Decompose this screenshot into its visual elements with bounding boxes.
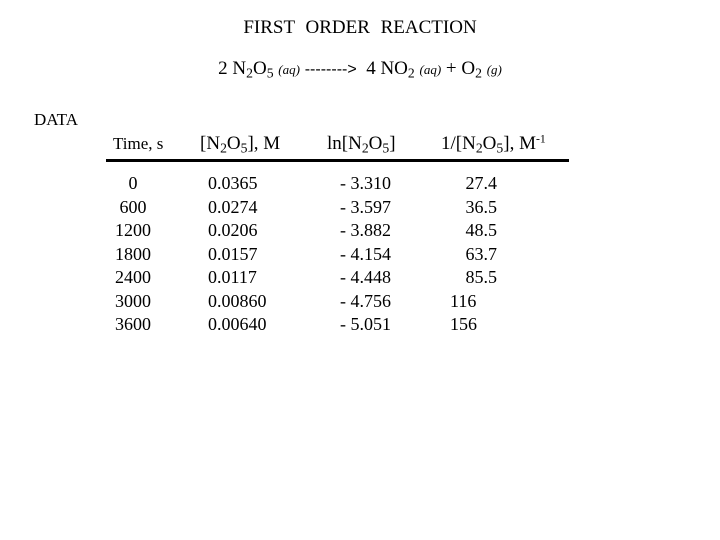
cell-ln: - 4.154 [340,243,391,264]
cell-time: 0 [128,173,138,193]
cell-ln: - 4.756 [340,290,391,311]
header-conc-post: ], M [247,133,281,154]
column-time [100,172,166,337]
cell-ln: - 3.597 [340,196,391,217]
cell-conc: 0.0365 [208,173,258,193]
equation-product2-sub: 2 [475,65,482,81]
equation-product1: 4 NO [366,58,408,79]
equation-reactant-state: (aq) [278,62,300,77]
cell-ln: - 3.882 [340,220,391,240]
cell-conc: 0.0274 [208,196,258,217]
header-inv-pre: 1/[N [441,133,476,154]
header-rule [106,159,569,162]
cell-inv: 48.5 [465,220,497,240]
cell-time: 1200 [115,220,151,240]
cell-inv: 85.5 [465,267,497,287]
cell-conc: 0.00860 [208,290,267,311]
header-inv-post: ], M [503,133,536,154]
cell-conc: 0.00640 [208,314,267,334]
cell-time: 3600 [115,314,151,334]
cell-ln: - 3.310 [340,173,391,193]
cell-conc: 0.0117 [208,267,257,287]
header-conc-pre: [N [200,133,221,154]
header-conc-sub2: 5 [240,140,248,156]
column-inverse-concentration [440,172,510,337]
equation-product2: + O [445,58,476,79]
cell-inv: 27.4 [465,173,497,193]
header-ln-sub2: 5 [382,140,390,156]
header-inv-sub2: 5 [496,140,504,156]
cell-ln: - 5.051 [340,314,391,334]
column-concentration [208,172,267,337]
equation-product1-sub: 2 [407,65,415,81]
header-conc-sub1: 2 [220,140,227,156]
equation-reactant-sub2: 5 [266,65,274,81]
cell-inv: 63.7 [465,243,497,264]
header-ln-pre: ln[N [327,133,362,154]
header-conc-mid: O [226,133,241,154]
equation-product2-state: (g) [486,62,502,77]
page-title: FIRST ORDER REACTION [243,17,477,38]
header-inv-mid: O [482,133,497,154]
cell-time: 600 [119,196,147,217]
header-time: Time, s [113,134,164,153]
header-inverse-concentration [441,133,546,155]
cell-inv: 116 [450,290,477,311]
equation-reactant-sub1: 2 [246,65,253,81]
cell-ln: - 4.448 [340,267,391,287]
header-inv-sub1: 2 [475,140,483,156]
data-label: DATA [34,110,78,129]
column-ln-concentration [340,172,391,337]
header-ln-post: ] [389,133,396,154]
equation-reactant-coef: 2 N [218,58,247,79]
cell-time: 3000 [115,290,151,311]
cell-inv: 156 [450,314,477,334]
header-concentration [200,133,280,155]
cell-conc: 0.0157 [208,243,258,264]
header-inv-sup: -1 [535,132,546,146]
cell-inv: 36.5 [465,196,497,217]
equation-arrow: --------> [304,61,357,78]
equation-product1-state: (aq) [419,62,442,77]
reaction-equation [0,58,720,80]
header-ln-sub1: 2 [361,140,369,156]
cell-time: 2400 [115,267,151,287]
cell-conc: 0.0206 [208,220,258,240]
cell-time: 1800 [115,243,151,264]
header-ln-mid: O [368,133,383,154]
equation-reactant-mid: O [252,58,267,79]
header-ln-concentration [327,133,396,155]
